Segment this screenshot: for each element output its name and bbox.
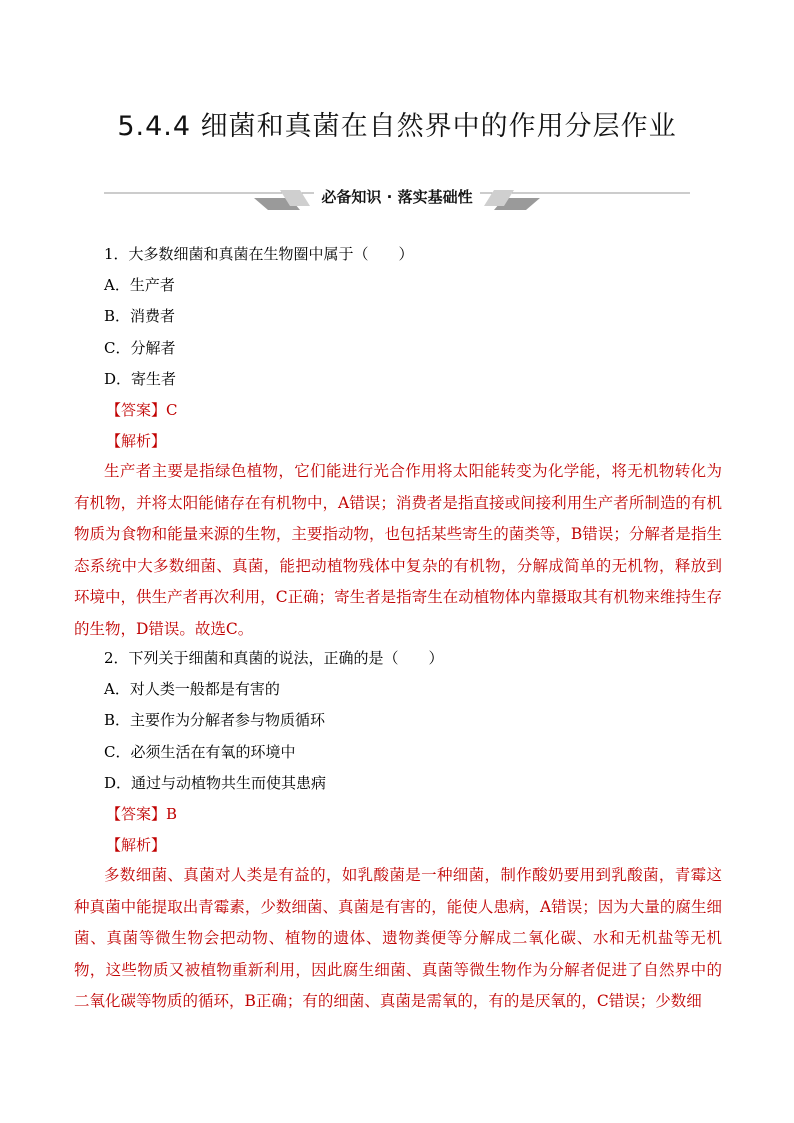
question-2-option-c: C．必须生活在有氧的环境中 — [104, 743, 296, 761]
question-2-option-d: D．通过与动植物共生而使其患病 — [104, 774, 327, 792]
answer-value: C — [166, 401, 178, 419]
page-title: 5.4.4 细菌和真菌在自然界中的作用分层作业 — [117, 111, 677, 142]
question-1-answer — [106, 399, 178, 421]
question-2-explanation-tag: 【解析】 — [106, 836, 167, 854]
question-2-answer — [106, 803, 177, 825]
answer-value: B — [166, 805, 178, 823]
question-1-option-d: D．寄生者 — [104, 370, 177, 388]
answer-tag: 【答案】 — [106, 401, 167, 419]
question-1-stem: 1．大多数细菌和真菌在生物圈中属于（ ） — [104, 245, 414, 263]
question-1-option-a: A．生产者 — [104, 276, 175, 294]
question-2-stem: 2．下列关于细菌和真菌的说法，正确的是（ ） — [104, 649, 444, 667]
question-1-option-b: B．消费者 — [104, 307, 176, 325]
question-1-option-c: C．分解者 — [104, 339, 176, 357]
answer-tag: 【答案】 — [106, 805, 167, 823]
question-2-explanation: 多数细菌、真菌对人类是有益的，如乳酸菌是一种细菌，制作酸奶要用到乳酸菌，青霉这种真菌中能提取出青霉素，少数细菌、真菌是有害的，能使人患病，A错误；因为大量的腐生细菌、真菌等微生物会把动物、植物的遗体、遗物粪便等分解成二氧化碳、水和无机盐等无机物，这些物质又被植物重新利用，因此腐生细菌、真菌等微生物作为分解者促进了自然界中的二氧化碳等物质的循环，B正确；有的细菌、真菌是需氧的，有的是厌氧的，C错误；少数细 — [74, 866, 722, 1011]
banner-text: 必备知识 · 落实基础性 — [321, 188, 473, 206]
question-2-option-b: B．主要作为分解者参与物质循环 — [104, 711, 326, 729]
question-1-explanation-tag: 【解析】 — [106, 432, 167, 450]
section-banner — [104, 184, 690, 210]
question-2-option-a: A．对人类一般都是有害的 — [104, 680, 280, 698]
question-1-explanation: 生产者主要是指绿色植物，它们能进行光合作用将太阳能转变为化学能，将无机物转化为有机物，并将太阳能储存在有机物中，A错误；消费者是指直接或间接利用生产者所制造的有机物质为食物和能量来源的生物，主要指动物，也包括某些寄生的菌类等，B错误；分解者是指生态系统中大多数细菌、真菌，能把动植物残体中复杂的有机物，分解成简单的无机物，释放到环境中，供生产者再次利用，C正确；寄生者是指寄生在动植物体内靠摄取其有机物来维持生存的生物，D错误。故选C。 — [74, 462, 722, 638]
